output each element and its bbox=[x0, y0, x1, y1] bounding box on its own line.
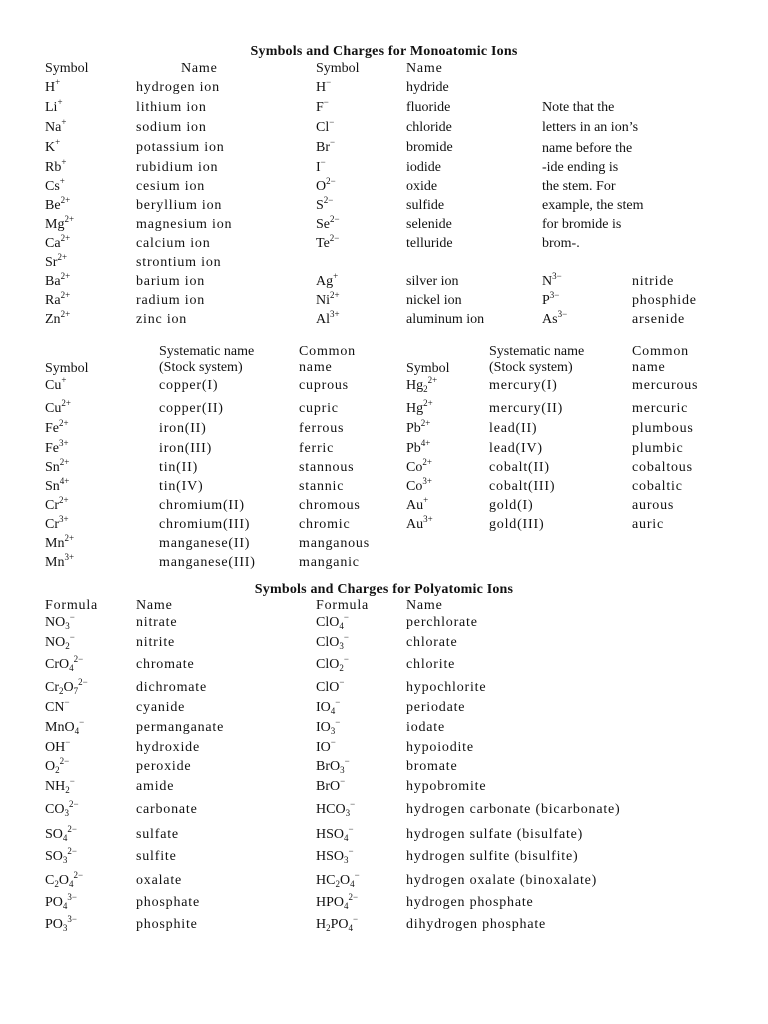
ion-symbol: $Zn^{2+}$ bbox=[45, 309, 71, 327]
systematic-name: iron(II) bbox=[159, 421, 207, 436]
systematic-name: copper(I) bbox=[159, 378, 219, 393]
ion-formula: OH− bbox=[45, 737, 71, 755]
systematic-name: tin(IV) bbox=[159, 479, 204, 494]
systematic-name: manganese(III) bbox=[159, 555, 256, 570]
systematic-name: gold(I) bbox=[489, 498, 534, 513]
ion-name: strontium ion bbox=[136, 255, 222, 270]
ion-symbol: $S^{2-}$ bbox=[316, 195, 334, 213]
ion-name: iodate bbox=[406, 720, 446, 735]
ion-name: periodate bbox=[406, 700, 466, 715]
col-header-common: Common bbox=[299, 344, 356, 359]
systematic-name: lead(IV) bbox=[489, 441, 543, 456]
monoatomic-title: Symbols and Charges for Monoatomic Ions bbox=[250, 44, 518, 59]
note-line: example, the stem bbox=[542, 198, 644, 213]
ion-formula: CN− bbox=[45, 697, 70, 715]
ion-symbol: $Ba^{2+}$ bbox=[45, 271, 71, 289]
ion-formula: $HCO_3^-$ bbox=[316, 799, 356, 818]
ion-name: sodium ion bbox=[136, 120, 207, 135]
ion-symbol: $Sn^{4+}$ bbox=[45, 476, 70, 494]
systematic-name: cobalt(II) bbox=[489, 460, 550, 475]
col-header-symbol: Symbol bbox=[406, 361, 450, 376]
col-header-symbol: Symbol bbox=[45, 361, 89, 376]
ion-name: hydrogen sulfite (bisulfite) bbox=[406, 849, 579, 864]
common-name: cobaltous bbox=[632, 460, 693, 475]
note-line: Note that the bbox=[542, 100, 615, 115]
col-header-stock: (Stock system) bbox=[489, 360, 573, 375]
ion-symbol: Br− bbox=[316, 137, 336, 155]
common-name: ferric bbox=[299, 441, 335, 456]
col-header-name: Name bbox=[136, 598, 173, 613]
ion-symbol: Cs+ bbox=[45, 176, 65, 194]
ion-symbol: $As^{3-}$ bbox=[542, 309, 568, 327]
col-header-stock: (Stock system) bbox=[159, 360, 243, 375]
ion-symbol: $Pb^{4+}$ bbox=[406, 438, 431, 456]
ion-name: amide bbox=[136, 779, 175, 794]
ion-name: fluoride bbox=[406, 100, 451, 115]
ion-name: peroxide bbox=[136, 759, 192, 774]
systematic-name: lead(II) bbox=[489, 421, 538, 436]
ion-formula: $Cr_2O_7^{2-}$ bbox=[45, 677, 88, 696]
common-name: chromous bbox=[299, 498, 361, 513]
common-name: stannic bbox=[299, 479, 345, 494]
ion-formula: ClO$_2$− bbox=[316, 654, 349, 673]
ion-name: beryllium ion bbox=[136, 198, 223, 213]
ion-symbol: Li+ bbox=[45, 97, 63, 115]
common-name: cuprous bbox=[299, 378, 349, 393]
ion-name: permanganate bbox=[136, 720, 225, 735]
ion-name: carbonate bbox=[136, 802, 198, 817]
ion-name: rubidium ion bbox=[136, 160, 219, 175]
ion-symbol: K+ bbox=[45, 137, 61, 155]
ion-symbol: Cl− bbox=[316, 117, 335, 135]
ion-formula: CrO$_4^{2-}$ bbox=[45, 654, 84, 673]
ion-formula: $SO_3^{2-}$ bbox=[45, 846, 77, 865]
ion-name: oxalate bbox=[136, 873, 183, 888]
ion-symbol: $Be^{2+}$ bbox=[45, 195, 71, 213]
note-line: brom-. bbox=[542, 236, 580, 251]
ion-symbol: H− bbox=[316, 77, 332, 95]
col-header-common-name: name bbox=[299, 360, 333, 375]
ion-symbol: $Sr^{2+}$ bbox=[45, 252, 68, 270]
ion-name: nitride bbox=[632, 274, 675, 289]
ion-name: hypoiodite bbox=[406, 740, 474, 755]
ion-name: hypochlorite bbox=[406, 680, 487, 695]
ion-symbol: Cu+ bbox=[45, 375, 67, 393]
ion-symbol: $Sn^{2+}$ bbox=[45, 457, 70, 475]
ion-name: dichromate bbox=[136, 680, 207, 695]
common-name: stannous bbox=[299, 460, 355, 475]
common-name: auric bbox=[632, 517, 664, 532]
ion-name: radium ion bbox=[136, 293, 206, 308]
ion-formula: $H_2PO_4^-$ bbox=[316, 914, 359, 933]
ion-name: silver ion bbox=[406, 274, 459, 289]
common-name: cobaltic bbox=[632, 479, 683, 494]
note-line: name before the bbox=[542, 141, 633, 156]
ion-name: hydride bbox=[406, 80, 449, 95]
ion-symbol: $Te^{2-}$ bbox=[316, 233, 340, 251]
common-name: chromic bbox=[299, 517, 351, 532]
ion-name: oxide bbox=[406, 179, 438, 194]
ion-formula: ClO$_4$− bbox=[316, 612, 349, 631]
ion-symbol: $Co^{2+}$ bbox=[406, 457, 432, 475]
ion-formula: $O_2^{2-}$ bbox=[45, 756, 70, 775]
ion-name: magnesium ion bbox=[136, 217, 233, 232]
ion-name: bromate bbox=[406, 759, 458, 774]
ion-name: hydroxide bbox=[136, 740, 200, 755]
ion-symbol: $Ni^{2+}$ bbox=[316, 290, 340, 308]
ion-symbol: $Al^{3+}$ bbox=[316, 309, 340, 327]
col-header-systematic: Systematic name bbox=[489, 344, 585, 359]
systematic-name: copper(II) bbox=[159, 401, 224, 416]
systematic-name: chromium(III) bbox=[159, 517, 251, 532]
ion-symbol: Na+ bbox=[45, 117, 67, 135]
ion-formula: $HSO_4^-$ bbox=[316, 824, 354, 843]
ion-formula: IO− bbox=[316, 737, 336, 755]
ion-formula: MnO$_4$− bbox=[45, 717, 85, 736]
ion-formula: BrO$_3$− bbox=[316, 756, 350, 775]
ion-symbol: $Mg^{2+}$ bbox=[45, 214, 75, 232]
ion-name: zinc ion bbox=[136, 312, 188, 327]
ion-name: chlorite bbox=[406, 657, 456, 672]
ion-symbol: H+ bbox=[45, 77, 61, 95]
ion-name: potassium ion bbox=[136, 140, 225, 155]
ion-symbol: Au+ bbox=[406, 495, 429, 513]
ion-name: phosphate bbox=[136, 895, 200, 910]
ion-formula: ClO$_3$− bbox=[316, 632, 349, 651]
ion-symbol: $Co^{3+}$ bbox=[406, 476, 432, 494]
ion-name: hydrogen phosphate bbox=[406, 895, 534, 910]
common-name: aurous bbox=[632, 498, 675, 513]
common-name: mercurous bbox=[632, 378, 699, 393]
ion-name: chlorate bbox=[406, 635, 458, 650]
ion-symbol: $O^{2-}$ bbox=[316, 176, 336, 194]
ion-symbol: $Fe^{3+}$ bbox=[45, 438, 69, 456]
ion-formula: $HPO_4^{2-}$ bbox=[316, 892, 359, 911]
common-name: plumbous bbox=[632, 421, 694, 436]
ion-formula: $C_2O_4^{2-}$ bbox=[45, 870, 84, 889]
col-header-systematic: Systematic name bbox=[159, 344, 255, 359]
ion-name: nickel ion bbox=[406, 293, 462, 308]
note-line: -ide ending is bbox=[542, 160, 619, 175]
ion-symbol: $Hg^{2+}$ bbox=[406, 398, 433, 416]
ion-symbol: $Cu^{2+}$ bbox=[45, 398, 71, 416]
systematic-name: mercury(II) bbox=[489, 401, 564, 416]
ion-formula: $HC_2O_4^-$ bbox=[316, 870, 360, 889]
common-name: ferrous bbox=[299, 421, 345, 436]
ion-symbol: $Cr^{2+}$ bbox=[45, 495, 69, 513]
ion-name: hydrogen oxalate (binoxalate) bbox=[406, 873, 598, 888]
ion-name: chromate bbox=[136, 657, 195, 672]
ion-name: aluminum ion bbox=[406, 312, 485, 327]
ion-symbol: F− bbox=[316, 97, 329, 115]
common-name: plumbic bbox=[632, 441, 684, 456]
systematic-name: manganese(II) bbox=[159, 536, 251, 551]
ion-symbol: $Ra^{2+}$ bbox=[45, 290, 71, 308]
ion-name: sulfate bbox=[136, 827, 179, 842]
common-name: manganic bbox=[299, 555, 360, 570]
common-name: cupric bbox=[299, 401, 339, 416]
systematic-name: tin(II) bbox=[159, 460, 199, 475]
ion-name: hydrogen ion bbox=[136, 80, 220, 95]
ion-formula: $PO_4^{3-}$ bbox=[45, 892, 77, 911]
systematic-name: iron(III) bbox=[159, 441, 213, 456]
col-header-name: Name bbox=[406, 61, 443, 76]
ion-symbol: $Mn^{2+}$ bbox=[45, 533, 75, 551]
ion-formula: $NH_2^-$ bbox=[45, 776, 75, 795]
ion-name: iodide bbox=[406, 160, 441, 175]
ion-symbol: $Se^{2-}$ bbox=[316, 214, 340, 232]
ion-symbol: $Ca^{2+}$ bbox=[45, 233, 71, 251]
systematic-name: gold(III) bbox=[489, 517, 545, 532]
ion-name: sulfide bbox=[406, 198, 445, 213]
ion-name: nitrate bbox=[136, 615, 178, 630]
ion-name: hydrogen carbonate (bicarbonate) bbox=[406, 802, 621, 817]
note-line: letters in an ion’s bbox=[542, 120, 639, 135]
ion-name: chloride bbox=[406, 120, 452, 135]
col-header-formula: Formula bbox=[45, 598, 99, 613]
ion-name: calcium ion bbox=[136, 236, 211, 251]
ion-formula: $IO_4^-$ bbox=[316, 697, 341, 716]
ion-name: cesium ion bbox=[136, 179, 206, 194]
ion-symbol: $P^{3-}$ bbox=[542, 290, 560, 308]
ion-name: sulfite bbox=[136, 849, 177, 864]
ion-symbol: $Mn^{3+}$ bbox=[45, 552, 75, 570]
ion-formula: BrO− bbox=[316, 776, 346, 794]
ion-symbol: $Fe^{2+}$ bbox=[45, 418, 69, 436]
systematic-name: cobalt(III) bbox=[489, 479, 556, 494]
ion-name: hypobromite bbox=[406, 779, 487, 794]
ion-formula: $PO_3^{3-}$ bbox=[45, 914, 77, 933]
col-header-formula: Formula bbox=[316, 598, 370, 613]
col-header-symbol: Symbol bbox=[45, 61, 89, 76]
ion-formula: ClO− bbox=[316, 677, 345, 695]
col-header-name: Name bbox=[181, 61, 218, 76]
note-line: for bromide is bbox=[542, 217, 622, 232]
ion-name: dihydrogen phosphate bbox=[406, 917, 547, 932]
ion-name: nitrite bbox=[136, 635, 176, 650]
ion-name: bromide bbox=[406, 140, 453, 155]
systematic-name: mercury(I) bbox=[489, 378, 558, 393]
ion-symbol: $N^{3-}$ bbox=[542, 271, 562, 289]
ion-formula: $IO_3^-$ bbox=[316, 717, 341, 736]
ion-name: selenide bbox=[406, 217, 452, 232]
col-header-symbol: Symbol bbox=[316, 61, 360, 76]
ion-formula: $NO_3^-$ bbox=[45, 612, 75, 631]
ion-symbol: $Cr^{3+}$ bbox=[45, 514, 69, 532]
note-line: the stem. For bbox=[542, 179, 616, 194]
ion-formula: $SO_4^{2-}$ bbox=[45, 824, 77, 843]
ion-name: barium ion bbox=[136, 274, 206, 289]
common-name: mercuric bbox=[632, 401, 689, 416]
col-header-name: Name bbox=[406, 598, 443, 613]
ion-formula: $NO_2^-$ bbox=[45, 632, 75, 651]
ion-name: cyanide bbox=[136, 700, 186, 715]
ion-name: lithium ion bbox=[136, 100, 207, 115]
ion-name: hydrogen sulfate (bisulfate) bbox=[406, 827, 584, 842]
systematic-name: chromium(II) bbox=[159, 498, 245, 513]
ion-name: perchlorate bbox=[406, 615, 478, 630]
ion-name: arsenide bbox=[632, 312, 686, 327]
ion-symbol: I− bbox=[316, 157, 326, 175]
ion-symbol: $Pb^{2+}$ bbox=[406, 418, 431, 436]
ion-formula: $HSO_3^-$ bbox=[316, 846, 354, 865]
ion-symbol: $Hg_2^{2+}$ bbox=[406, 375, 438, 394]
ion-symbol: Rb+ bbox=[45, 157, 67, 175]
ion-formula: $CO_3^{2-}$ bbox=[45, 799, 79, 818]
ion-name: phosphite bbox=[136, 917, 198, 932]
common-name: manganous bbox=[299, 536, 370, 551]
ion-name: phosphide bbox=[632, 293, 697, 308]
ion-name: telluride bbox=[406, 236, 453, 251]
col-header-common: Common bbox=[632, 344, 689, 359]
polyatomic-title: Symbols and Charges for Polyatomic Ions bbox=[254, 582, 514, 597]
ion-symbol: Ag+ bbox=[316, 271, 339, 289]
col-header-common-name: name bbox=[632, 360, 666, 375]
ion-symbol: $Au^{3+}$ bbox=[406, 514, 433, 532]
